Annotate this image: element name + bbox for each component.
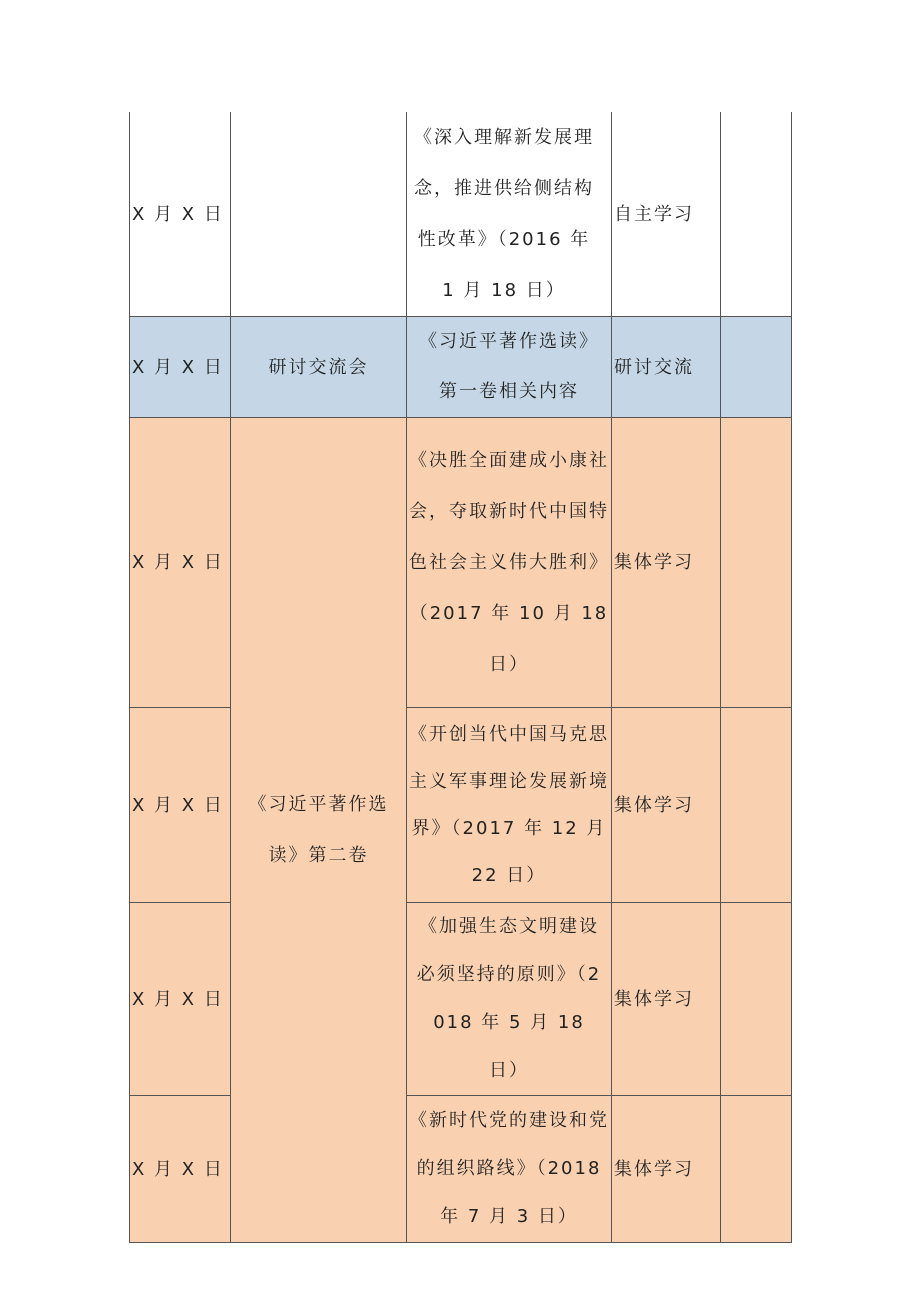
table-row [130, 418, 792, 708]
table-row [130, 708, 792, 903]
content-cell: 《决胜全面建成小康社会，夺取新时代中国特色社会主义伟大胜利》（2017 年 10 月 18 日） [407, 418, 612, 708]
method-cell: 集体学习 [612, 903, 721, 1096]
content-cell: 《加强生态文明建设必须坚持的原则》（2018 年 5 月 18 日） [407, 903, 612, 1096]
theme-cell: 《习近平著作选读》第二卷 [231, 418, 407, 1243]
date-cell: X 月 X 日 [130, 903, 231, 1096]
study-schedule-table [129, 112, 792, 1243]
table-row [130, 317, 792, 418]
content-cell: 《新时代党的建设和党的组织路线》（2018 年 7 月 3 日） [407, 1096, 612, 1243]
method-cell: 集体学习 [612, 1096, 721, 1243]
content-cell: 《开创当代中国马克思主义军事理论发展新境界》（2017 年 12 月 22 日） [407, 708, 612, 903]
note-cell [721, 708, 792, 903]
note-cell [721, 1096, 792, 1243]
table-row [130, 903, 792, 1096]
method-cell: 集体学习 [612, 418, 721, 708]
theme-cell: 研讨交流会 [231, 317, 407, 418]
content-cell: 《习近平著作选读》第一卷相关内容 [407, 317, 612, 418]
date-cell: X 月 X 日 [130, 317, 231, 418]
date-cell: X 月 X 日 [130, 112, 231, 317]
table-row [130, 112, 792, 317]
note-cell [721, 112, 792, 317]
theme-cell [231, 112, 407, 317]
method-cell: 自主学习 [612, 112, 721, 317]
method-cell: 集体学习 [612, 708, 721, 903]
date-cell: X 月 X 日 [130, 708, 231, 903]
note-cell [721, 903, 792, 1096]
method-cell: 研讨交流 [612, 317, 721, 418]
note-cell [721, 317, 792, 418]
table-row [130, 1096, 792, 1243]
date-cell: X 月 X 日 [130, 418, 231, 708]
content-cell: 《深入理解新发展理念，推进供给侧结构性改革》（2016 年 1 月 18 日） [407, 112, 612, 317]
note-cell [721, 418, 792, 708]
date-cell: X 月 X 日 [130, 1096, 231, 1243]
